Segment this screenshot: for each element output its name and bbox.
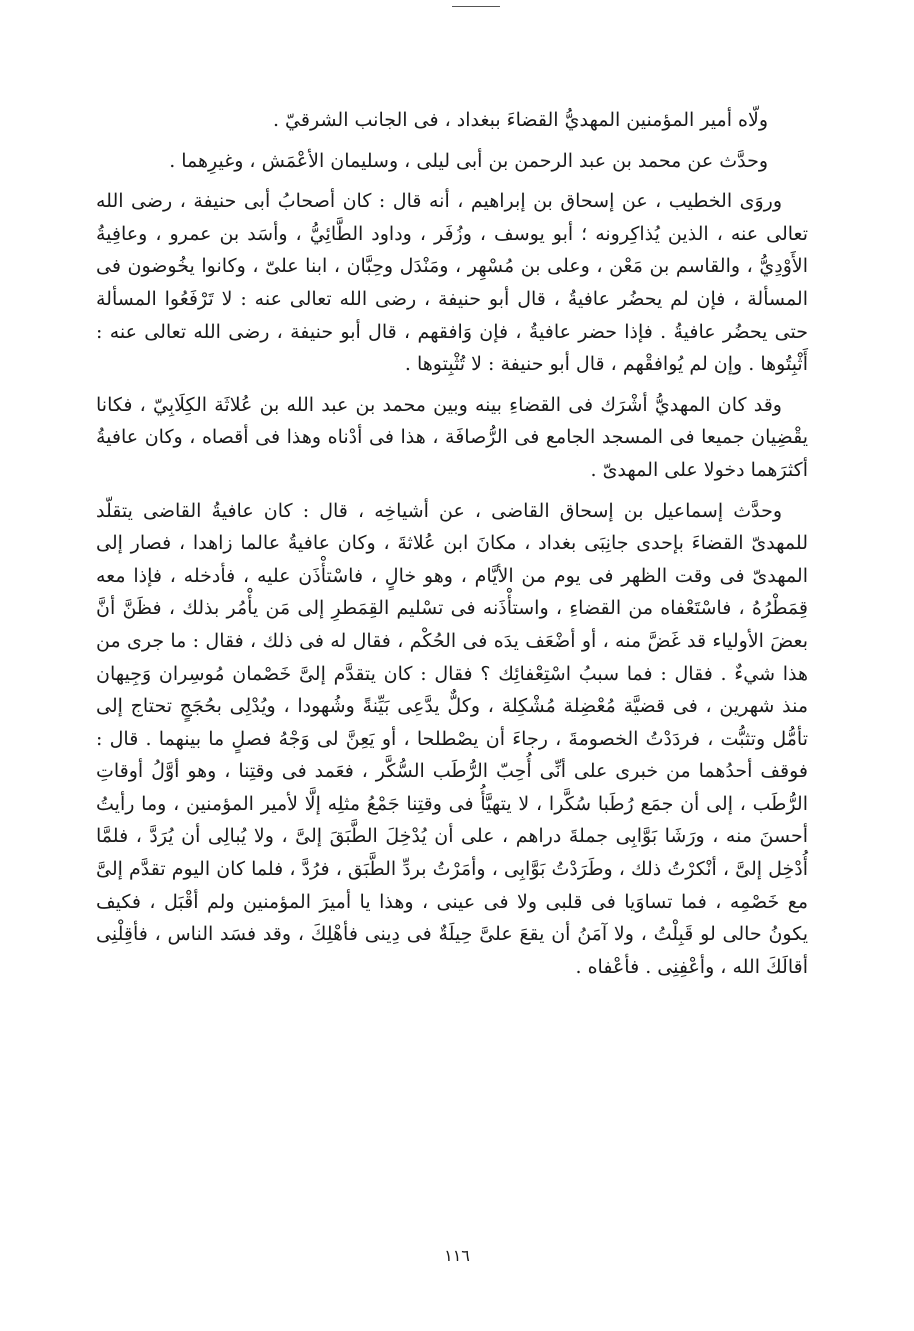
paragraph-appointment: ولّاه أمير المؤمنين المهديُّ القضاءَ ببغداد ، فى الجانب الشرقيّ . bbox=[272, 109, 768, 131]
paragraph-resignation-story: وحدَّث إسماعيل بن إسحاق القاضى ، عن أشياخِه ، قال : كان عافيةُ القاضى يتقلّد للمهدىّ القضاءَ بإحدى جانِبَى بغداد ، مكانَ ابن عُلاثةَ ، وكان عافيةُ عالما زاهدا ، فصار إلى المهدىّ فى وقت الظهر فى يوم من الأيَّام ، وهو خالٍ ، فاسْتأْذَن عليه ، فأدخله ، فإذا معه قِمَطْرُهُ ، فاسْتَعْفاه من القضاءِ ، واستأْذَنه فى تسْليم القِمَطرِ إلى مَن يأْمُر بذلك ، فظَنَّ أنَّ بعضَ الأولياء قد غَضَّ منه ، أو أضْعَف يدَه فى الحُكْم ، فقال له فى ذلك ، فقال : ما جرى من هذا شيءٌ . فقال : فما سببُ اسْتِعْفائِك ؟ فقال : كان يتقدَّم إلىَّ خَصْمان مُوسِران وَجِيهان منذ شهرين ، فى قضيَّة مُعْضِلة مُشْكِلة ، وكلٌّ يدَّعِى بَيِّنةً وشُهودا ، ويُدْلِى بحُجَجٍ تحتاج إلى تأمُّل وتثبُّت ، فردَدْتُ الخصومةَ ، رجاءَ أن يصْطلحا ، أو يَعِنَّ لى وَجْهُ فصلٍ ما بينهما . قال : فوقف أحدُهما من خبرى على أنِّى أُحِبّ الرُّطَب السُّكَّر ، فعَمد فى وقتِنا ، وهو أوَّلُ أوقاتِ الرُّطَب ، إلى أن جمَع رُطَبا سُكَّرا ، لا يتهيَّأُ فى وقتِنا جَمْعُ مثلِه إلَّا لأمير المؤمنين ، وما رأيتُ أحسنَ منه ، ورَشَا بَوَّابِى جملةَ دراهم ، على أن يُدْخِلَ الطَّبَقَ إلىَّ ، ولا يُبالِى أن يُرَدَّ ، فلمَّا أُدْخِل إلىَّ ، أنْكرْتُ ذلك ، وطَرَدْتُ بَوَّابِى ، وأمَرْتُ بردِّ الطَّبَق ، فرُدَّ ، فلما كان اليوم تقدَّم إلىَّ مع خَصْمِه ، فما تساوَيا فى قلبى ولا فى عينى ، وهذا يا أميرَ المؤمنين ولم أقْبَل ، فكيف يكونُ حالى لو قَبِلْتُ ، ولا آمَنُ أن يقعَ علىَّ حِيلَةٌ فى دِينى فأهْلِكَ ، وقد فسَد الناس ، فأقِلْنِى أقالَكَ الله ، وأعْفِنِى . فأعْفاه . bbox=[96, 499, 808, 978]
page-number: ١١٦ bbox=[444, 1246, 470, 1265]
page-body bbox=[96, 104, 808, 991]
paragraph-shared-judgeship: وقد كان المهديُّ أشْرَك فى القضاءِ بينه وبين محمد بن عبد الله بن عُلاثَة الكِلَابِيّ ، فكانا يقْضِيان جميعا فى المسجد الجامع فى الرُّصافَة ، هذا فى أدْناه وهذا فى أقصاه ، وكان عافيةُ أكثرَهما دخولا على المهدىّ . bbox=[96, 393, 808, 481]
paragraph-narration: وحدَّث عن محمد بن عبد الرحمن بن أبى ليلى ، وسليمان الأعْمَش ، وغيرِهما . bbox=[169, 149, 768, 172]
header-rule bbox=[452, 6, 500, 7]
paragraph-khatib-report: وروَى الخطيب ، عن إسحاق بن إبراهيم ، أنه قال : كان أصحابُ أبى حنيفة ، رضى الله تعالى عنه ، الذين يُذاكِرونه ؛ أبو يوسف ، وزُفَر ، وداود الطَّائِيُّ ، وأسَد بن عمرو ، وعافِيةُ الأَوْدِيُّ ، والقاسم بن مَعْن ، وعلى بن مُسْهِر ، ومَنْدَل وحِبَّان ، ابنا علىّ ، وكانوا يخُوضون فى المسألة ، فإن لم يحضُر عافيةُ ، قال أبو حنيفة ، رضى الله تعالى عنه : لا تَرْفَعُوا المسألة حتى يحضُر عافيةُ . فإذا حضر عافيةُ ، فإن وَافقهم ، قال أبو حنيفة ، رضى الله تعالى عنه : أَثْبِتُوها . وإن لم يُوافقْهم ، قال أبو حنيفة : لا تُثْبِتوها . bbox=[96, 190, 808, 376]
